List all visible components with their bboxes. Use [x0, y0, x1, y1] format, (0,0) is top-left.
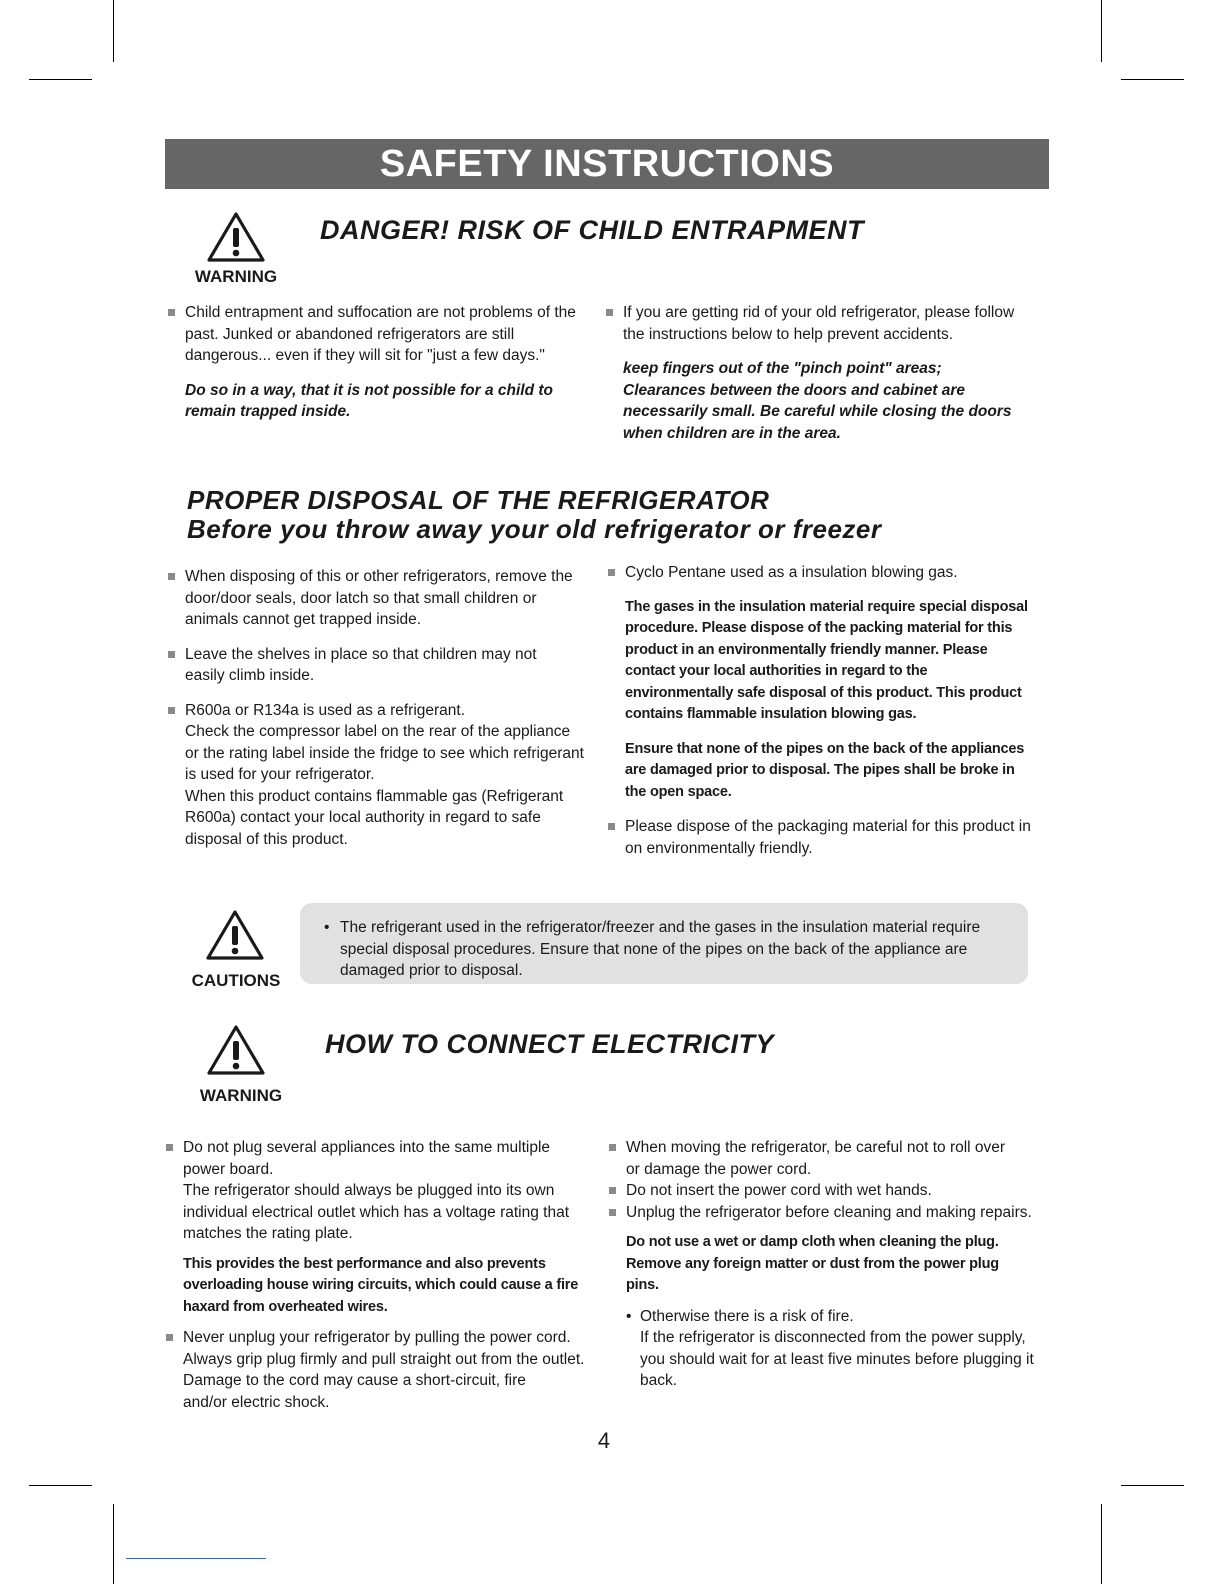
- square-bullet-icon: [168, 309, 175, 316]
- square-bullet-icon: [608, 823, 615, 830]
- list-item: [608, 816, 1033, 859]
- list-item-text: When this product contains flammable gas (Refrigerant R600a) contact your local authority in regard to safe disposal of this product.: [185, 787, 564, 848]
- link-underline: [126, 1558, 266, 1559]
- list-item-text: Damage to the cord may cause a short-circuit, fire and/or electric shock.: [183, 1372, 526, 1411]
- list-item: [168, 302, 588, 423]
- warning-label: WARNING: [194, 267, 278, 286]
- square-bullet-icon: [166, 1144, 173, 1151]
- list-item-text: Please dispose of the packaging material for this product in on environmentally friendly.: [625, 818, 1031, 857]
- square-bullet-icon: [168, 707, 175, 714]
- section-subheading-before-throwing: Before you throw away your old refrigerator or freezer: [187, 514, 882, 544]
- list-item-text: Cyclo Pentane used as a insulation blowing gas.: [625, 564, 958, 581]
- section1-left-column: [168, 302, 588, 423]
- cautions-label: CAUTIONS: [191, 971, 281, 990]
- warning-triangle-icon: [206, 1024, 266, 1076]
- list-item-text: Never unplug your refrigerator by pulling the power cord. Always grip plug firmly and pull straight out from the outlet.: [183, 1329, 585, 1368]
- crop-mark: [113, 1504, 114, 1584]
- crop-mark: [29, 1485, 92, 1486]
- crop-mark: [113, 0, 114, 62]
- dot-item: [626, 1306, 1034, 1392]
- emphasis-note: keep fingers out of the "pinch point" areas;: [623, 360, 942, 377]
- list-item: [166, 1327, 598, 1413]
- square-bullet-icon: [168, 651, 175, 658]
- dot-item-text: If the refrigerator is disconnected from the power supply, you should wait for at least five minutes before plugging it back.: [640, 1329, 1034, 1389]
- square-bullet-icon: [606, 309, 613, 316]
- square-bullet-icon: [609, 1209, 616, 1216]
- dot-item-text: Otherwise there is a risk of fire.: [640, 1307, 854, 1325]
- page-title-banner: SAFETY INSTRUCTIONS: [165, 139, 1049, 189]
- section2-left-column: [168, 566, 588, 850]
- list-item-text: When disposing of this or other refrigerators, remove the door/door seals, door latch so that small children or animals cannot get trapped inside.: [185, 568, 573, 628]
- list-item-text: R600a or R134a is used as a refrigerant.: [185, 701, 466, 719]
- list-item-text: If you are getting rid of your old refrigerator, please follow the instructions below to help prevent accidents.: [623, 304, 1015, 343]
- page-number: 4: [597, 1428, 611, 1453]
- list-item-text: When moving the refrigerator, be careful not to roll over or damage the power cord.: [626, 1139, 1006, 1178]
- section-heading-child-entrapment: DANGER! RISK OF CHILD ENTRAPMENT: [320, 215, 864, 245]
- crop-mark: [1101, 1504, 1102, 1584]
- list-item: [166, 1137, 598, 1318]
- square-bullet-icon: [609, 1187, 616, 1194]
- list-item: [168, 566, 588, 631]
- caution-item: [324, 917, 1000, 982]
- bold-notice: The gases in the insulation material require special disposal procedure. Please dispose of the packing material for this product in an environmentally friendly manner. Please contact your local authorities in regard to the environmentally safe disposal of this product. This product contains flammable insulation blowing gas.: [625, 598, 1028, 722]
- square-bullet-icon: [609, 1144, 616, 1151]
- crop-mark: [1101, 0, 1102, 62]
- bold-notice: Ensure that none of the pipes on the back of the appliances are damaged prior to disposal. The pipes shall be broke in the open space.: [625, 740, 1025, 800]
- section2-right-column: [608, 562, 1033, 859]
- caution-triangle-icon: [205, 909, 265, 961]
- emphasis-note: Do so in a way, that it is not possible for a child to remain trapped inside.: [185, 381, 554, 420]
- list-item-text: Do not insert the power cord with wet hands.: [626, 1182, 932, 1199]
- list-item-text: Leave the shelves in place so that children may not easily climb inside.: [185, 645, 537, 684]
- warning-triangle-icon: [206, 211, 266, 263]
- list-item: [606, 302, 1026, 444]
- crop-mark: [1121, 1485, 1184, 1486]
- section3-left-column: [166, 1137, 598, 1413]
- crop-mark: [29, 79, 92, 80]
- caution-text: The refrigerant used in the refrigerator/freezer and the gases in the insulation material require special disposal procedures. Ensure that none of the pipes on the back of the appliance are damaged prior to disposal.: [340, 919, 981, 979]
- bullet-icon: •: [324, 919, 330, 936]
- list-item: [168, 700, 588, 851]
- square-bullet-icon: [168, 573, 175, 580]
- section3-right-column: [609, 1137, 1034, 1392]
- section1-right-column: [606, 302, 1026, 444]
- warning-label: WARNING: [199, 1086, 283, 1105]
- list-item-text: Unplug the refrigerator before cleaning and making repairs.: [626, 1203, 1032, 1221]
- section-heading-connect-electricity: HOW TO CONNECT ELECTRICITY: [325, 1029, 774, 1059]
- square-bullet-icon: [166, 1334, 173, 1341]
- list-item-text: Child entrapment and suffocation are not problems of the past. Junked or abandoned refrigerators are still dangerous... even if they will sit for "just a few days.": [185, 304, 576, 364]
- bold-notice: This provides the best performance and also prevents overloading house wiring circuits, which could cause a fire haxard from overheated wires.: [183, 1255, 579, 1315]
- section-heading-proper-disposal: PROPER DISPOSAL OF THE REFRIGERATOR: [187, 485, 770, 515]
- list-item: [168, 644, 588, 687]
- emphasis-note: Clearances between the doors and cabinet are necessarily small. Be careful while closing the doors when children are in the area.: [623, 381, 1012, 442]
- list-item-text: Check the compressor label on the rear of the appliance or the rating label inside the fridge to see which refrigerant is used for your refrigerator.: [185, 723, 584, 783]
- list-item: [608, 562, 1033, 803]
- list-item-text: The refrigerator should always be plugged into its own individual electrical outlet which has a voltage rating that matches the rating plate.: [183, 1182, 570, 1242]
- list-item-text: Do not plug several appliances into the same multiple power board.: [183, 1139, 551, 1178]
- bullet-icon: •: [626, 1307, 632, 1325]
- caution-callout: [300, 903, 1028, 984]
- list-item: [609, 1202, 1034, 1392]
- bold-notice: Remove any foreign matter or dust from the power plug pins.: [626, 1255, 999, 1293]
- list-item: [609, 1180, 1034, 1202]
- list-item: [609, 1137, 1034, 1180]
- square-bullet-icon: [608, 569, 615, 576]
- bold-notice: Do not use a wet or damp cloth when cleaning the plug.: [626, 1234, 999, 1250]
- crop-mark: [1121, 79, 1184, 80]
